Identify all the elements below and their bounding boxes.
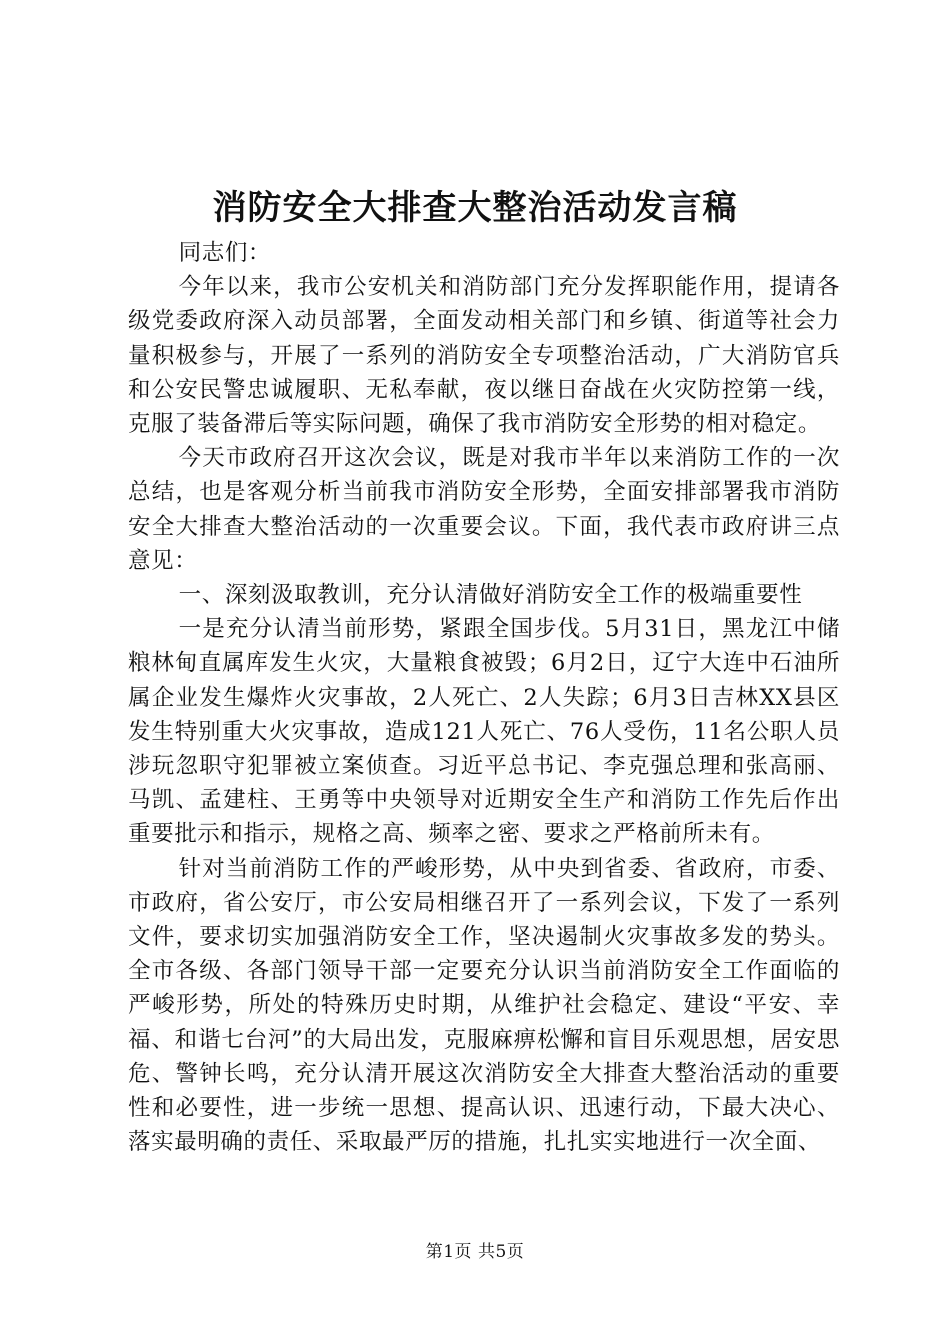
paragraph-meeting: 今天市政府召开这次会议，既是对我市半年以来消防工作的一次总结，也是客观分析当前我市消防安全形势，全面安排部署我市消防安全大排查大整治活动的一次重要会议。下面，我代表市政府讲三点意见： [128,445,840,574]
document-body [128,236,840,1159]
page-number: 第1页 共5页 [425,1242,525,1262]
document-title: 消防安全大排查大整治活动发言稿 [212,188,738,228]
paragraph-intro: 今年以来，我市公安机关和消防部门充分发挥职能作用，提请各级党委政府深入动员部署，全面发动相关部门和乡镇、街道等社会力量积极参与，开展了一系列的消防安全专项整治活动，广大消防官兵和公安民警忠诚履职、无私奉献，夜以继日奋战在火灾防控第一线，克服了装备滞后等实际问题，确保了我市消防安全形势的相对稳定。 [128,274,840,438]
paragraph-situation: 一是充分认清当前形势，紧跟全国步伐。5月31日，黑龙江中储粮林甸直属库发生火灾，大量粮食被毁；6月2日，辽宁大连中石油所属企业发生爆炸火灾事故，2人死亡、2人失踪；6月3日吉林XX县区发生特别重大火灾事故，造成121人死亡、76人受伤，11名公职人员涉玩忽职守犯罪被立案侦查。习近平总书记、李克强总理和张高丽、马凯、孟建柱、王勇等中央领导对近期安全生产和消防工作先后作出重要批示和指示，规格之高、频率之密、要求之严格前所未有。 [128,616,840,848]
section-heading-1: 一、深刻汲取教训，充分认清做好消防安全工作的极端重要性 [178,582,803,609]
paragraph-response: 针对当前消防工作的严峻形势，从中央到省委、省政府，市委、市政府，省公安厅，市公安局相继召开了一系列会议，下发了一系列文件，要求切实加强消防安全工作，坚决遏制火灾事故多发的势头。全市各级、各部门领导干部一定要充分认识当前消防安全工作面临的严峻形势，所处的特殊历史时期，从维护社会稳定、建设“平安、幸福、和谐七台河”的大局出发，克服麻痹松懈和盲目乐观思想，居安思危、警钟长鸣，充分认清开展这次消防安全大排查大整治活动的重要性和必要性，进一步统一思想、提高认识、迅速行动，下最大决心、落实最明确的责任、采取最严厉的措施，扎扎实实地进行一次全面、 [128,855,840,1156]
salutation: 同志们： [178,240,272,266]
